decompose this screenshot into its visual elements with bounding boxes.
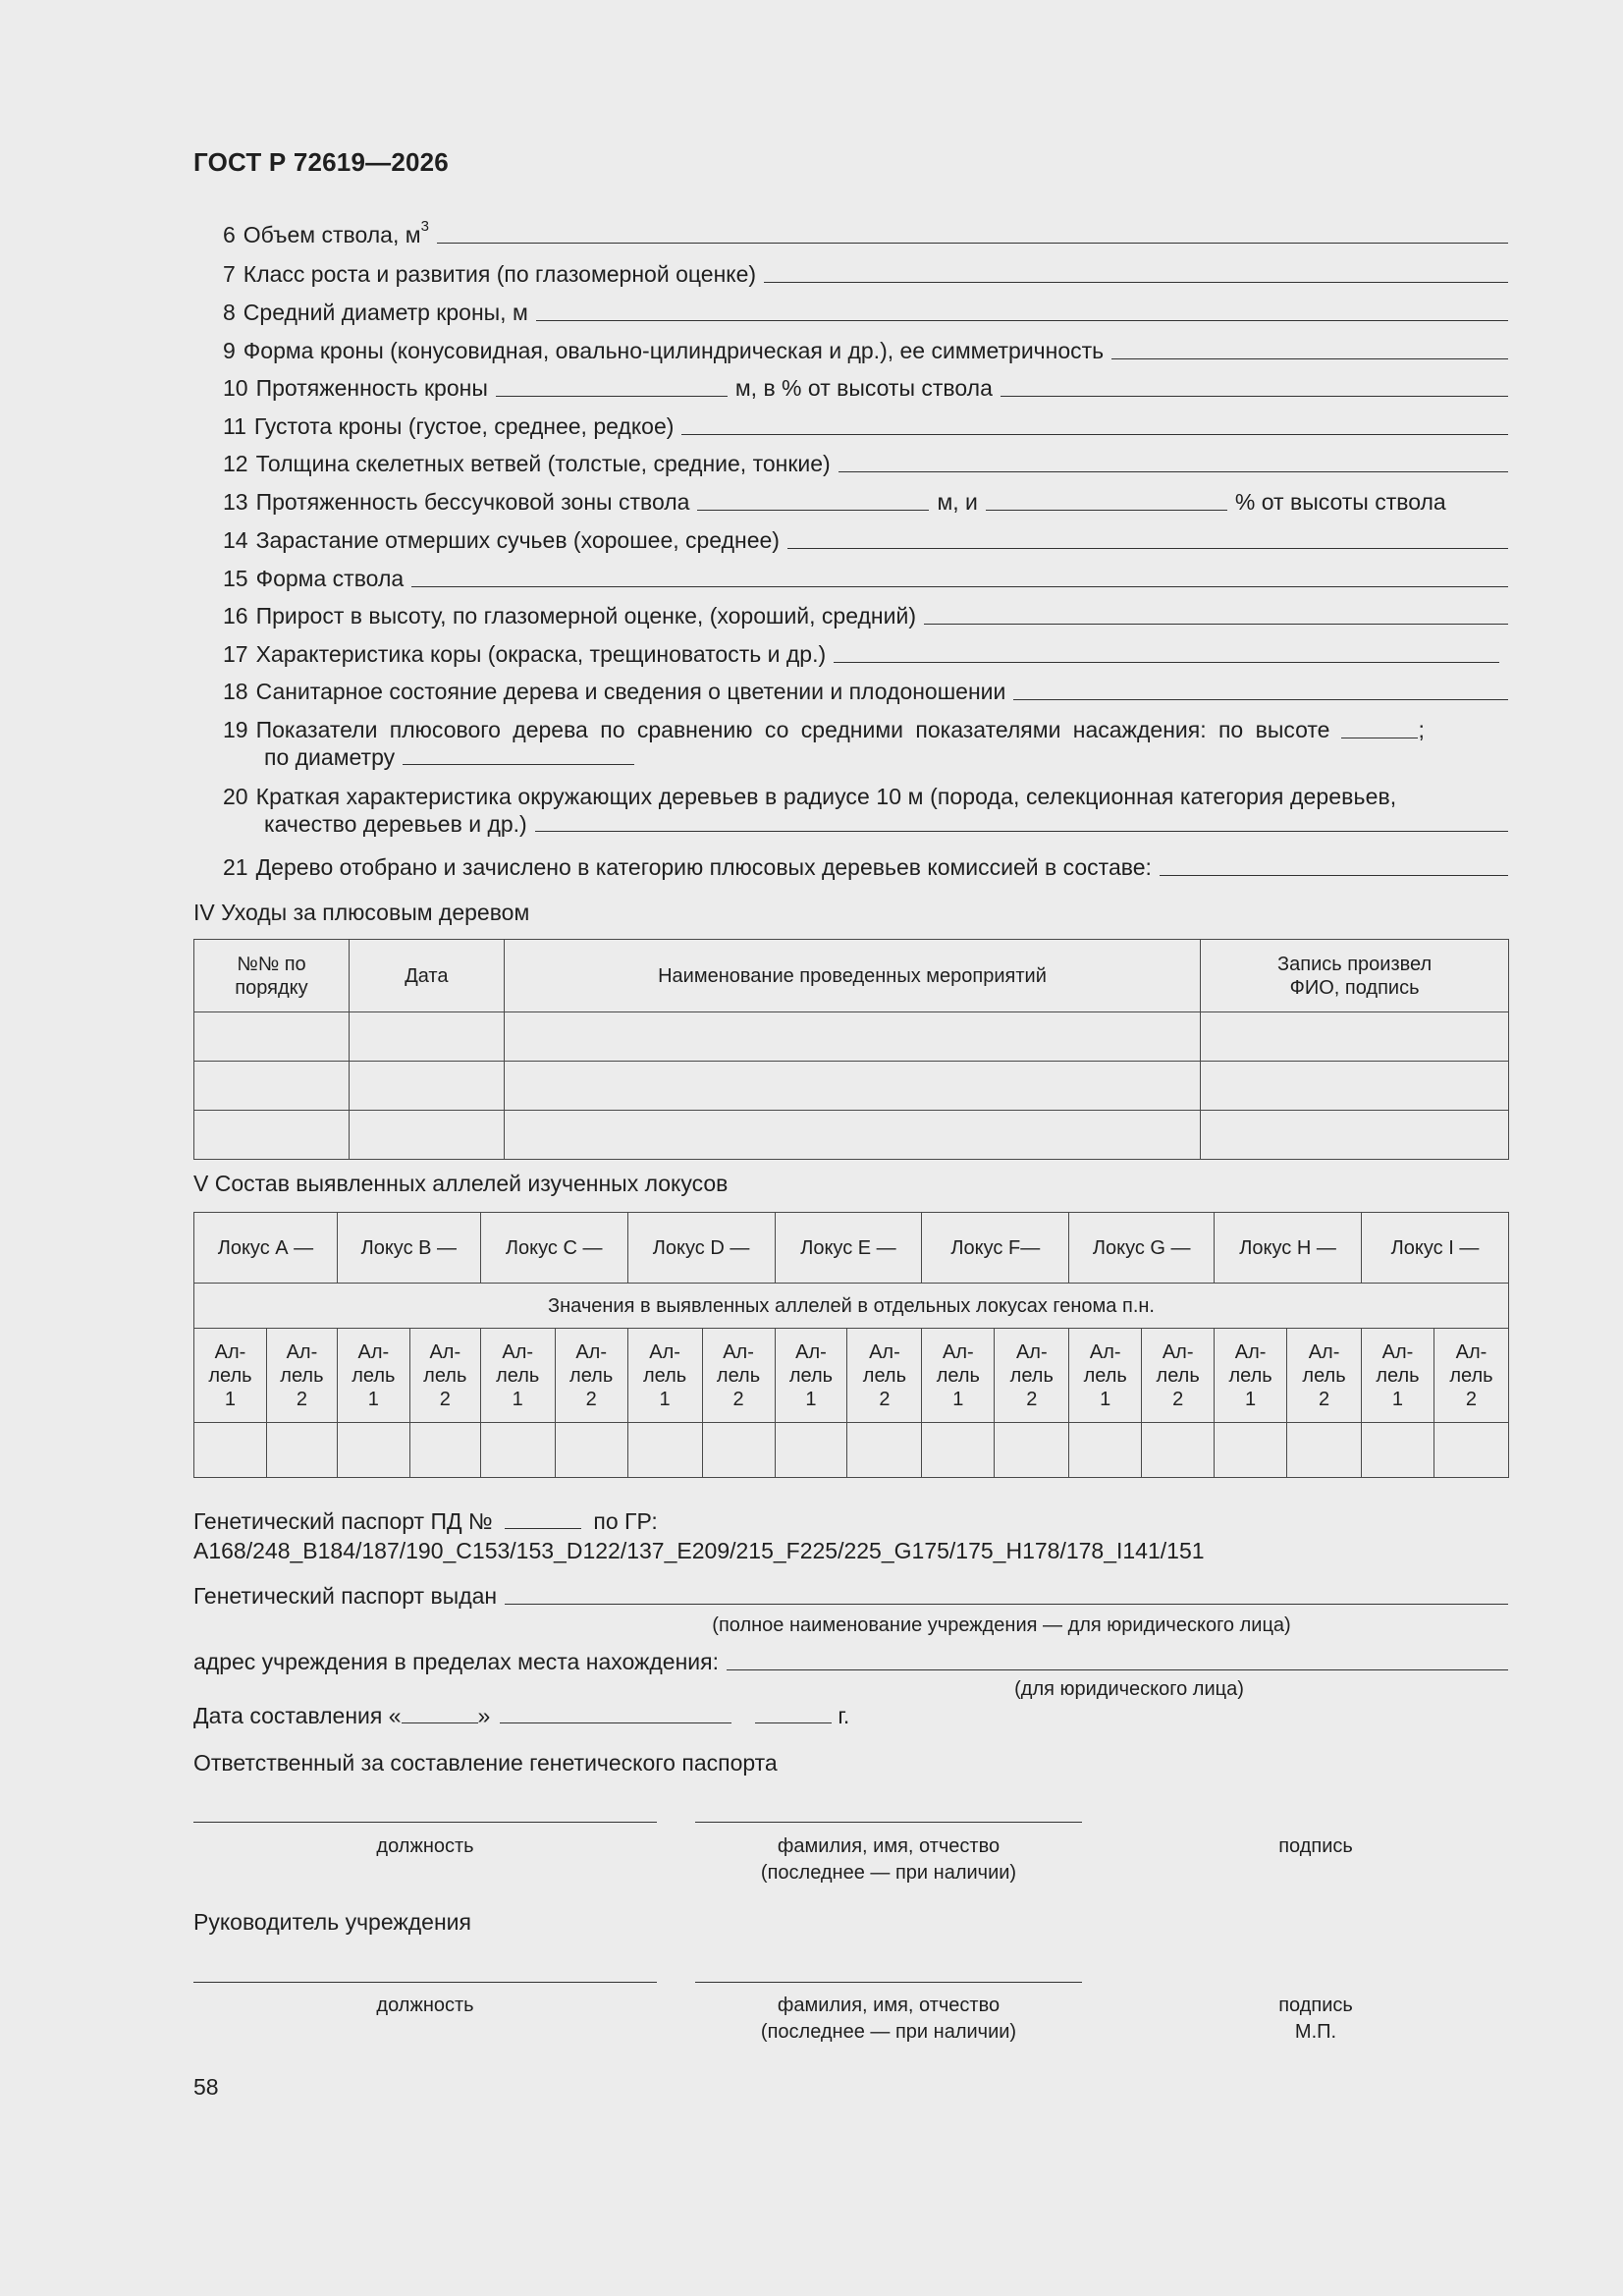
item-text: Показатели плюсового дерева по сравнению со средними показателями насаждения: по высоте	[255, 717, 1330, 742]
item-number: 17	[223, 641, 248, 667]
item-text-end: % от высоты ствола	[1234, 489, 1446, 515]
values-caption-row	[194, 1284, 1509, 1329]
item-7	[193, 261, 1508, 289]
item-11	[193, 413, 1508, 441]
item-20	[193, 784, 1508, 838]
allele-1-header: Ал- лель 1	[627, 1329, 702, 1423]
locus-g: Локус G —	[1069, 1213, 1215, 1284]
care-table-row	[194, 1111, 1509, 1160]
passport-issued: Генетический паспорт выдан	[193, 1583, 1508, 1611]
cell[interactable]	[1201, 1062, 1509, 1111]
allele-value-cell[interactable]	[627, 1423, 702, 1478]
item-number: 21	[223, 854, 248, 880]
care-table-row	[194, 1012, 1509, 1062]
allele-value-cell[interactable]	[1434, 1423, 1508, 1478]
allele-value-cell[interactable]	[1287, 1423, 1362, 1478]
allele-value-cell[interactable]	[194, 1423, 267, 1478]
allele-2-header: Ал- лель 2	[1434, 1329, 1508, 1423]
item-8	[193, 300, 1508, 327]
locus-e: Локус E —	[775, 1213, 922, 1284]
item-number: 15	[223, 566, 248, 591]
item-13	[193, 489, 1508, 517]
allele-2-header: Ал- лель 2	[847, 1329, 922, 1423]
item-10	[193, 375, 1508, 403]
allele-values-row	[194, 1423, 1509, 1478]
passport-allele-code: A168/248_B184/187/190_C153/153_D122/137_E209/215_F225/225_G175/175_H178/178_I141/151	[193, 1538, 1205, 1563]
passport-number-line: Генетический паспорт ПД № по ГР:	[193, 1508, 658, 1534]
issued-by-field[interactable]	[505, 1603, 1508, 1605]
fill-line[interactable]	[1160, 874, 1508, 876]
address-caption: (для юридического лица)	[1014, 1678, 1244, 1700]
allele-value-cell[interactable]	[995, 1423, 1069, 1478]
allele-2-header: Ал- лель 2	[995, 1329, 1069, 1423]
allele-1-header: Ал- лель 1	[1215, 1329, 1287, 1423]
allele-value-cell[interactable]	[775, 1423, 847, 1478]
cell[interactable]	[194, 1062, 350, 1111]
allele-1-header: Ал- лель 1	[337, 1329, 409, 1423]
fill-line[interactable]	[536, 319, 1508, 321]
item-number: 11	[223, 413, 246, 439]
allele-1-header: Ал- лель 1	[480, 1329, 555, 1423]
responsible-title: Ответственный за составление генетического паспорта	[193, 1750, 778, 1776]
passport-address: адрес учреждения в пределах места нахождения:	[193, 1649, 1508, 1676]
section-5-title: V Состав выявленных аллелей изученных локусов	[193, 1171, 729, 1196]
issued-caption: (полное наименование учреждения — для юридического лица)	[712, 1614, 1291, 1636]
allele-value-cell[interactable]	[409, 1423, 480, 1478]
head-position-caption: должность	[376, 1995, 474, 2016]
item-text: Объем ствола, $м^3$	[243, 218, 429, 247]
fill-line[interactable]	[1013, 698, 1508, 700]
item-9	[193, 338, 1508, 365]
allele-1-header: Ал- лель 1	[1362, 1329, 1434, 1423]
responsible-fio-caption: фамилия, имя, отчество (последнее — при наличии)	[760, 1835, 1017, 1884]
allele-2-header: Ал- лель 2	[266, 1329, 337, 1423]
fill-line[interactable]	[1341, 737, 1418, 738]
fill-line[interactable]	[839, 470, 1508, 472]
cell[interactable]	[1201, 1012, 1509, 1062]
responsible-position-caption: должность	[376, 1835, 474, 1857]
item-number: 18	[223, 679, 248, 704]
locus-a: Локус А —	[194, 1213, 338, 1284]
item-text: Санитарное состояние дерева и сведения о цветении и плодоношении	[255, 679, 1006, 704]
fill-line[interactable]	[924, 623, 1508, 625]
passport-number-field[interactable]	[505, 1528, 581, 1529]
responsible-position-line[interactable]	[193, 1821, 657, 1823]
fill-line[interactable]	[1001, 395, 1508, 397]
item-19	[193, 717, 1508, 771]
item-number: 9	[223, 338, 236, 363]
item-text: Краткая характеристика окружающих деревьев в радиусе 10 м (порода, селекционная категория деревьев,	[255, 784, 1397, 809]
item-number: 13	[223, 489, 248, 515]
item-text: Протяженность кроны	[255, 375, 488, 401]
allele-value-cell[interactable]	[1362, 1423, 1434, 1478]
item-text: Форма ствола	[255, 566, 405, 591]
cell[interactable]	[1201, 1111, 1509, 1160]
locus-f: Локус F—	[922, 1213, 1069, 1284]
allele-2-header: Ал- лель 2	[409, 1329, 480, 1423]
head-fio-line[interactable]	[695, 1981, 1082, 1983]
item-text: Класс роста и развития (по глазомерной оценке)	[243, 261, 757, 287]
header-record: Запись произвел ФИО, подпись	[1201, 940, 1509, 1012]
section-4-title: IV Уходы за плюсовым деревом	[193, 900, 530, 925]
head-fio-caption: фамилия, имя, отчество (последнее — при наличии)	[760, 1995, 1017, 2043]
allele-value-cell[interactable]	[480, 1423, 555, 1478]
loci-table	[193, 1212, 1509, 1478]
allele-2-header: Ал- лель 2	[1287, 1329, 1362, 1423]
item-text: Протяженность бессучковой зоны ствола	[255, 489, 690, 515]
item-text-mid: м, в % от высоты ствола	[734, 375, 993, 401]
fill-line[interactable]	[834, 661, 1499, 663]
item-17	[193, 641, 1499, 669]
allele-value-cell[interactable]	[1142, 1423, 1215, 1478]
head-sign-caption: подпись М.П.	[1278, 1995, 1353, 2043]
cell[interactable]	[349, 1012, 504, 1062]
item-text-2: качество деревьев и др.)	[264, 810, 527, 837]
allele-1-header: Ал- лель 1	[1069, 1329, 1142, 1423]
locus-d: Локус D —	[627, 1213, 775, 1284]
item-text: Густота кроны (густое, среднее, редкое)	[253, 413, 675, 439]
fill-line[interactable]	[1111, 357, 1508, 359]
fill-line[interactable]	[986, 509, 1227, 511]
address-field[interactable]	[727, 1668, 1508, 1670]
item-text-mid: м, и	[937, 489, 978, 515]
locus-c: Локус С —	[480, 1213, 627, 1284]
locus-i: Локус I —	[1362, 1213, 1509, 1284]
item-text-2: по диаметру	[264, 743, 396, 770]
fill-line[interactable]	[681, 433, 1508, 435]
fill-line[interactable]	[764, 281, 1508, 283]
date-month-field[interactable]	[500, 1722, 731, 1723]
fill-line[interactable]	[697, 509, 929, 511]
item-number: 19	[223, 717, 248, 742]
standard-code-header: ГОСТ Р 72619—2026	[193, 147, 449, 177]
allele-value-cell[interactable]	[1215, 1423, 1287, 1478]
responsible-sign-caption: подпись	[1278, 1835, 1353, 1857]
locus-b: Локус В —	[337, 1213, 480, 1284]
item-21	[193, 854, 1508, 882]
item-semicolon: ;	[1418, 717, 1425, 742]
fill-line[interactable]	[403, 763, 634, 765]
item-number: 14	[223, 527, 248, 553]
responsible-fio-line[interactable]	[695, 1821, 1082, 1823]
header-number: №№ по порядку	[194, 940, 350, 1012]
item-text: Зарастание отмерших сучьев (хорошее, среднее)	[255, 527, 780, 553]
allele-2-header: Ал- лель 2	[1142, 1329, 1215, 1423]
item-number: 12	[223, 451, 248, 476]
header-date: Дата	[349, 940, 504, 1012]
fill-line[interactable]	[411, 585, 1508, 587]
cell[interactable]	[504, 1012, 1200, 1062]
passport-date: Дата составления « » г.	[193, 1703, 850, 1728]
item-text: Толщина скелетных ветвей (толстые, средние, тонкие)	[255, 451, 831, 476]
allele-value-cell[interactable]	[847, 1423, 922, 1478]
cell[interactable]	[194, 1111, 350, 1160]
item-text: Дерево отобрано и зачислено в категорию плюсовых деревьев комиссией в составе:	[255, 854, 1152, 880]
item-text: Характеристика коры (окраска, трещиноватость и др.)	[255, 641, 827, 667]
item-number: 16	[223, 603, 248, 629]
item-number: 7	[223, 261, 236, 287]
item-16	[193, 603, 1508, 630]
item-18	[193, 679, 1508, 706]
fill-line[interactable]	[496, 395, 728, 397]
date-year-field[interactable]	[755, 1722, 832, 1723]
item-14	[193, 527, 1508, 555]
item-6	[193, 218, 1508, 249]
item-number: 10	[223, 375, 248, 401]
cell[interactable]	[349, 1111, 504, 1160]
allele-1-header: Ал- лель 1	[775, 1329, 847, 1423]
item-12	[193, 451, 1508, 478]
allele-1-header: Ал- лель 1	[194, 1329, 267, 1423]
item-text: Прирост в высоту, по глазомерной оценке, (хороший, средний)	[255, 603, 916, 629]
header-activities: Наименование проведенных мероприятий	[504, 940, 1200, 1012]
fill-line[interactable]	[535, 830, 1508, 832]
allele-1-header: Ал- лель 1	[922, 1329, 995, 1423]
allele-2-header: Ал- лель 2	[555, 1329, 627, 1423]
item-15	[193, 566, 1508, 593]
page-number: 58	[193, 2074, 219, 2100]
locus-h: Локус H —	[1215, 1213, 1362, 1284]
allele-2-header: Ал- лель 2	[702, 1329, 775, 1423]
allele-value-cell[interactable]	[922, 1423, 995, 1478]
item-number: 20	[223, 784, 248, 809]
allele-value-cell[interactable]	[266, 1423, 337, 1478]
item-number: 6	[223, 222, 236, 247]
cell[interactable]	[194, 1012, 350, 1062]
item-number: 8	[223, 300, 236, 325]
cell[interactable]	[349, 1062, 504, 1111]
allele-header-row	[194, 1329, 1509, 1423]
cell[interactable]	[504, 1111, 1200, 1160]
care-table	[193, 939, 1509, 1160]
allele-value-cell[interactable]	[702, 1423, 775, 1478]
fill-line[interactable]	[437, 242, 1508, 244]
head-title: Руководитель учреждения	[193, 1909, 471, 1935]
allele-value-cell[interactable]	[555, 1423, 627, 1478]
item-text: Средний диаметр кроны, м	[243, 300, 528, 325]
care-table-header	[194, 940, 1509, 1012]
care-table-row	[194, 1062, 1509, 1111]
loci-header-row	[194, 1213, 1509, 1284]
allele-value-cell[interactable]	[1069, 1423, 1142, 1478]
fill-line[interactable]	[787, 547, 1508, 549]
cell[interactable]	[504, 1062, 1200, 1111]
item-text: Форма кроны (конусовидная, овально-цилиндрическая и др.), ее симметричность	[243, 338, 1105, 363]
head-position-line[interactable]	[193, 1981, 657, 1983]
allele-value-cell[interactable]	[337, 1423, 409, 1478]
values-caption: Значения в выявленных аллелей в отдельных локусах генома п.н.	[194, 1284, 1509, 1329]
date-day-field[interactable]	[402, 1722, 478, 1723]
